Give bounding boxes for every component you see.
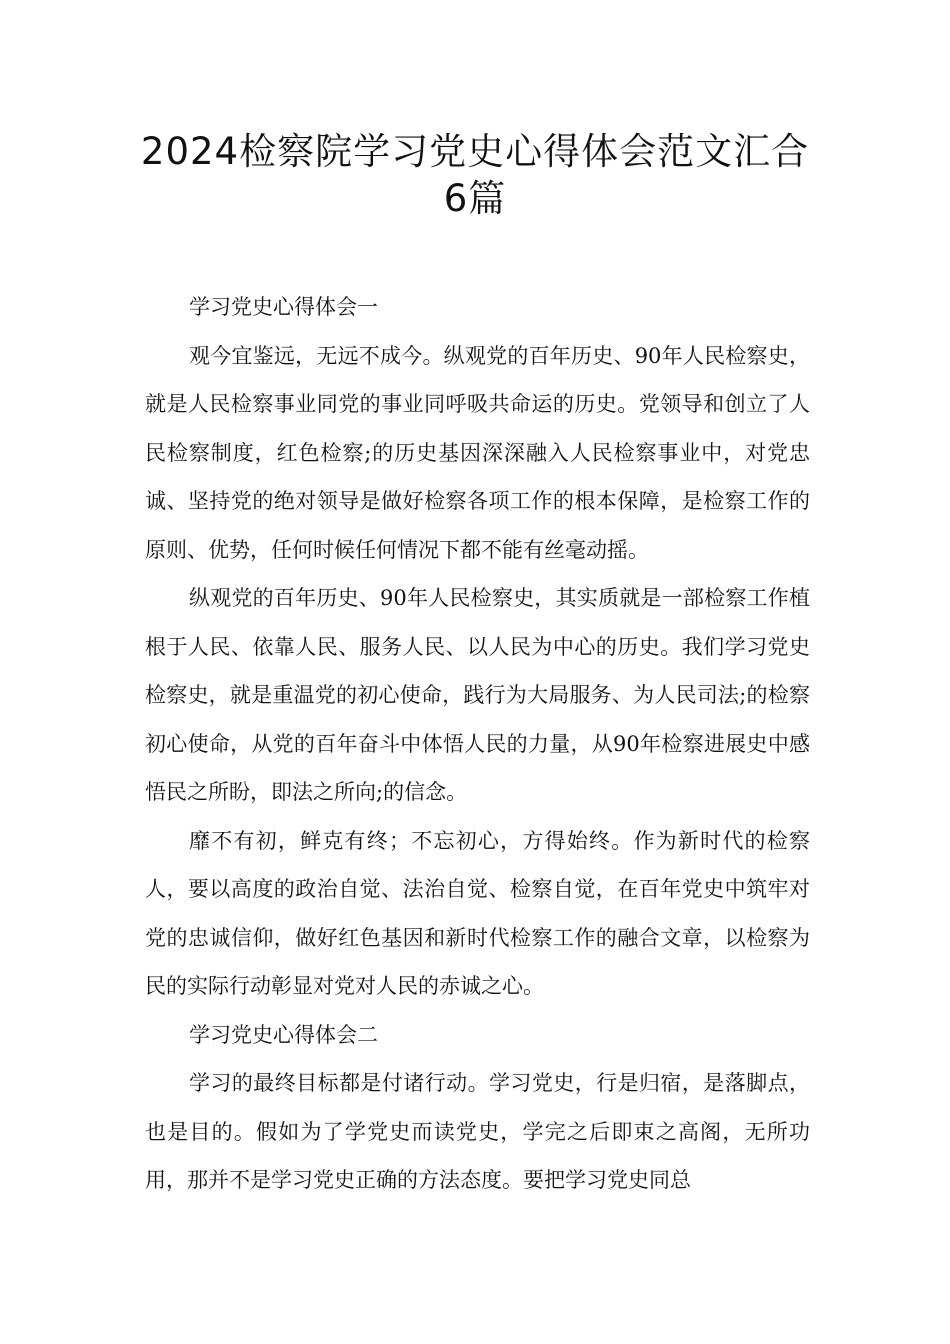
paragraph-2: 纵观党的百年历史、90年人民检察史，其实质就是一部检察工作植根于人民、依靠人民、服务人民、以人民为中心的历史。我们学习党史检察史，就是重温党的初心使命，践行为大局服务、为人民司法;的检察初心使命，从党的百年奋斗中体悟人民的力量，从90年检察进展史中感悟民之所盼，即法之所向;的信念。 <box>145 586 810 804</box>
title-line-2: 6篇 <box>443 177 507 220</box>
document-title <box>120 128 830 222</box>
title-line-1: 2024检察院学习党史心得体会范文汇合 <box>140 130 810 173</box>
paragraph-4: 学习的最终目标都是付诸行动。学习党史，行是归宿，是落脚点，也是目的。假如为了学党史而读党史，学完之后即束之高阁，无所功用，那并不是学习党史正确的方法态度。要把学习党史同总 <box>145 1071 810 1192</box>
section-heading-1: 学习党史心得体会一 <box>189 295 378 319</box>
section-heading-2: 学习党史心得体会二 <box>189 1022 378 1047</box>
paragraph-3: 靡不有初，鲜克有终；不忘初心，方得始终。作为新时代的检察人，要以高度的政治自觉、法治自觉、检察自觉，在百年党史中筑牢对党的忠诚信仰，做好红色基因和新时代检察工作的融合文章，以检察为民的实际行动彰显对党对人民的赤诚之心。 <box>145 828 810 998</box>
document-body <box>145 283 810 1205</box>
paragraph-1: 观今宜鉴远，无远不成今。纵观党的百年历史、90年人民检察史，就是人民检察事业同党的事业同呼吸共命运的历史。党领导和创立了人民检察制度，红色检察;的历史基因深深融入人民检察事业中，对党忠诚、坚持党的绝对领导是做好检察各项工作的根本保障，是检察工作的原则、优势，任何时候任何情况下都不能有丝毫动摇。 <box>145 343 810 562</box>
